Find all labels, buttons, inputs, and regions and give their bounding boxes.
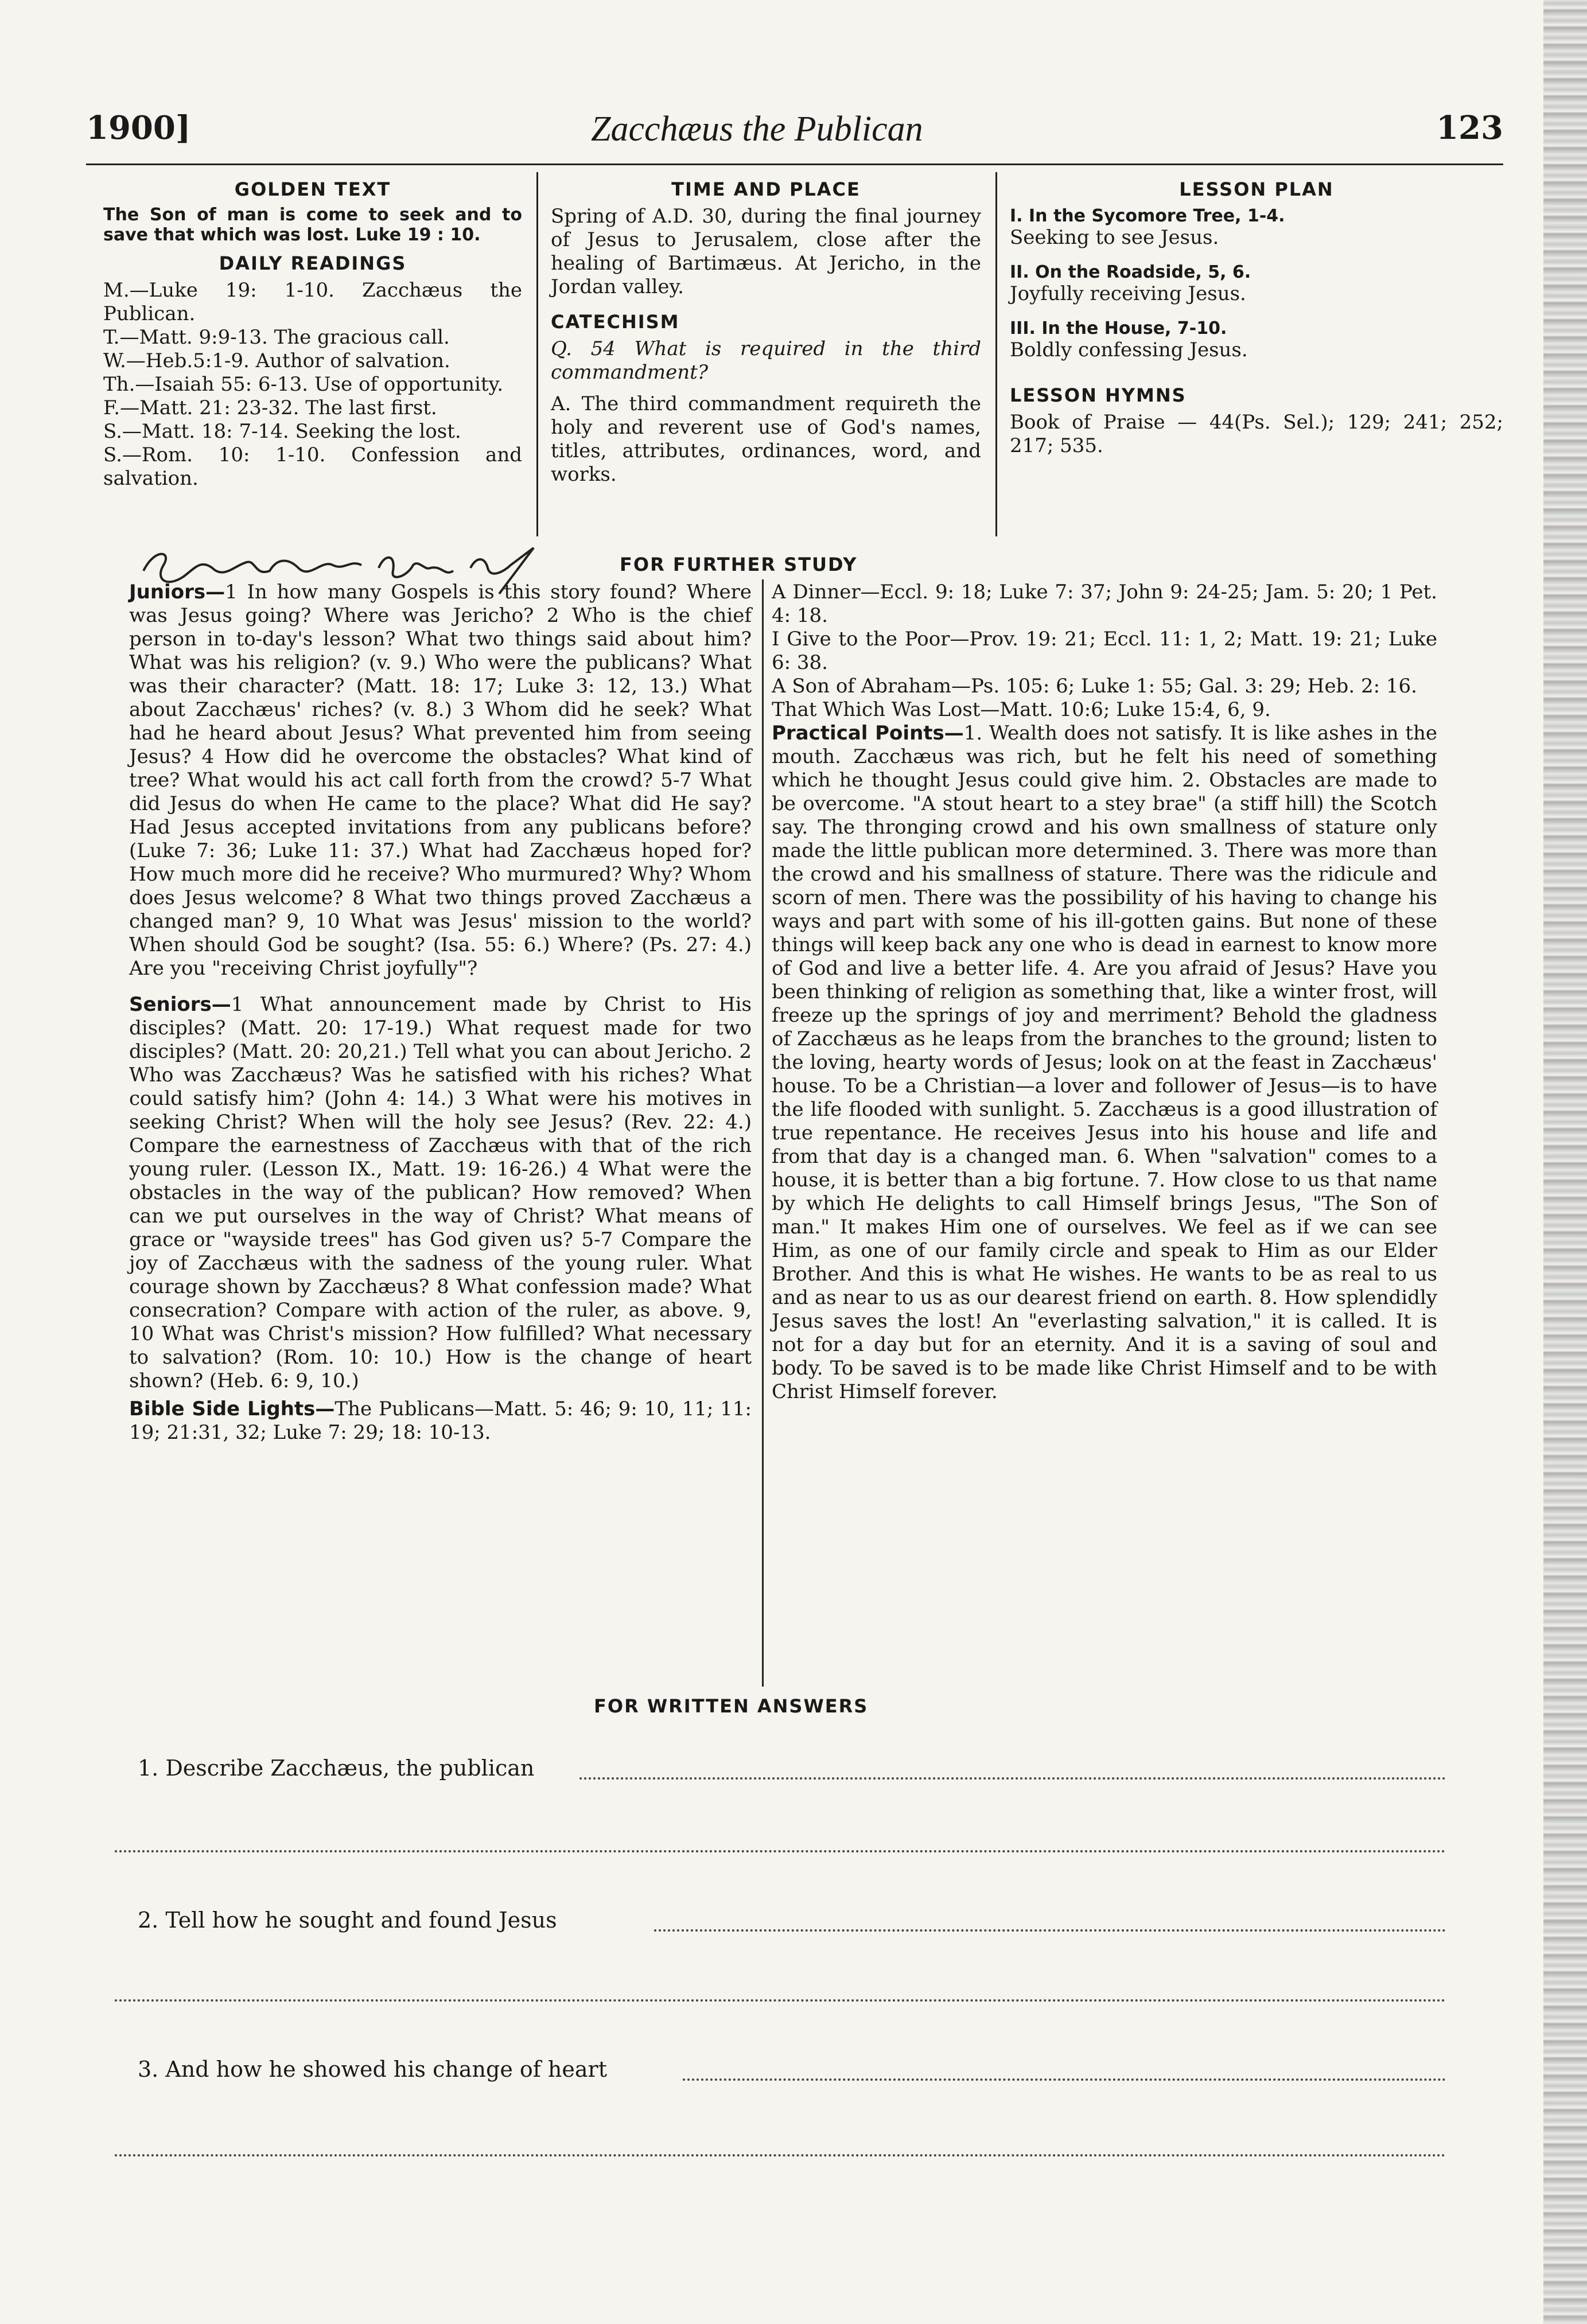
header-rule — [86, 164, 1503, 165]
catechism-question: Q. 54 What is required in the third commandment? — [551, 337, 981, 384]
answer-line[interactable] — [115, 1850, 1446, 1852]
list-item: F.—Matt. 21: 23-32. The last first. — [103, 396, 437, 419]
list-item: M.—Luke 19: 1-10. Zacchæus the Publican. — [103, 279, 522, 325]
reference-line: A Son of Abraham—Ps. 105: 6; Luke 1: 55; Gal. 3: 29; Heb. 2: 16. — [772, 675, 1417, 698]
answer-line[interactable] — [683, 2078, 1446, 2081]
header-year: 1900] — [86, 109, 191, 147]
lesson-plan-heading: LESSON PLAN — [1179, 178, 1334, 200]
list-item: S.—Rom. 10: 1-10. Confession and salvation. — [103, 443, 522, 490]
lesson-plan-item: I. In the Sycomore Tree, 1-4. — [1010, 206, 1285, 226]
list-item: W.—Heb.5:1-9. Author of salvation. — [103, 349, 450, 372]
golden-text: The Son of man is come to seek and to save that which was lost. Luke 19 : 10. — [103, 205, 522, 245]
bible-side-text: The Publicans—Matt. 5: 46; 9: 10, 11; 11: 19; 21:31, 32; Luke 7: 29; 18: 10-13. — [129, 1397, 752, 1444]
lesson-plan-sub: Boldly confessing Jesus. — [1010, 338, 1248, 361]
column-divider — [762, 579, 764, 1687]
seniors-text: 1 What announcement made by Christ to His disciples? (Matt. 20: 17-19.) What request made for two disciples? (Matt. 20: 20,21.) Tell what you can about Jericho. 2 Who was Zacchæus? Was he satisfied with his riches? What could satisfy him? (John 4: 14.) 3 What were his motives in seeking Christ? When will the holy see Jesus? (Rev. 22: 4.) Compare the earnestness of Zacchæus with that of the rich young ruler. (Lesson IX., Matt. 19: 16-26.) 4 What were the obstacles in the way of the publican? How removed? When can we put ourselves in the way of Christ? What means of grace or "wayside trees" has God given us? 5-7 Compare the joy of Zacchæus with the sadness of the young ruler. What courage shown by Zacchæus? 8 What confession made? What consecration? Compare with action of the ruler, as above. 9, 10 What was Christ's mission? How fulfilled? What necessary to salvation? (Rom. 10: 10.) How is the change of heart shown? (Heb. 6: 9, 10.) — [129, 993, 752, 1392]
list-item: T.—Matt. 9:9-13. The gracious call. — [103, 326, 450, 349]
golden-text-heading: GOLDEN TEXT — [234, 178, 391, 200]
reference-line: That Which Was Lost—Matt. 10:6; Luke 15:4, 6, 9. — [772, 698, 1271, 721]
column-divider — [536, 172, 538, 536]
seniors-label: Seniors— — [129, 993, 231, 1016]
lesson-plan-sub: Seeking to see Jesus. — [1010, 226, 1219, 249]
lesson-plan-section — [1010, 178, 1503, 458]
answer-line[interactable] — [115, 2154, 1446, 2156]
further-study-right — [772, 581, 1437, 1404]
juniors-label: Juniors— — [129, 581, 225, 604]
time-place-text: Spring of A.D. 30, during the final journey of Jesus to Jerusalem, close after the healing of Bartimæus. At Jericho, in the Jordan valley. — [551, 205, 981, 298]
time-place-heading: TIME AND PLACE — [671, 178, 861, 200]
written-question: 3. And how he showed his change of heart — [138, 2057, 607, 2082]
written-answers-heading: FOR WRITTEN ANSWERS — [594, 1695, 869, 1717]
answer-line[interactable] — [579, 1777, 1446, 1780]
answer-line[interactable] — [654, 1929, 1446, 1932]
lesson-plan-item: III. In the House, 7-10. — [1010, 318, 1227, 338]
daily-readings-list — [103, 279, 522, 491]
page-edge — [1543, 0, 1587, 2324]
bible-side-lights — [129, 1397, 752, 1445]
written-question: 2. Tell how he sought and found Jesus — [138, 1908, 557, 1933]
juniors-text: 1 In how many Gospels is this story found? Where was Jesus going? Where was Jericho? 2 Who is the chief person in to-day's lesson? What two things said about him? What was his religion? (v. 9.) Who were the publicans? What was their character? (Matt. 18: 17; Luke 3: 12, 13.) What about Zacchæus' riches? (v. 8.) 3 Whom did he seek? What had he heard about Jesus? What prevented him from seeing Jesus? 4 How did he overcome the obstacles? What kind of tree? What would his act call forth from the crowd? 5-7 What did Jesus do when He came to the place? What did He say? Had Jesus accepted invitations from any publicans before? (Luke 7: 36; Luke 11: 37.) What had Zacchæus hoped for? How much more did he receive? Who murmured? Why? Whom does Jesus welcome? 8 What two things proved Zacchæus a changed man? 9, 10 What was Jesus' mission to the world? When should God be sought? (Isa. 55: 6.) Where? (Ps. 27: 4.) Are you "receiving Christ joyfully"? — [129, 581, 752, 980]
seniors-section — [129, 993, 752, 1393]
list-item: S.—Matt. 18: 7-14. Seeking the lost. — [103, 420, 461, 443]
catechism-answer: A. The third commandment requireth the holy and reverent use of God's names, titles, attributes, ordinances, word, and works. — [551, 392, 981, 486]
practical-label: Practical Points— — [772, 722, 964, 745]
further-study-left — [129, 581, 752, 1445]
daily-readings-heading: DAILY READINGS — [219, 252, 407, 274]
reference-line: A Dinner—Eccl. 9: 18; Luke 7: 37; John 9: 24-25; Jam. 5: 20; 1 Pet. 4: 18. — [772, 581, 1437, 627]
header-title: Zacchæus the Publican — [591, 110, 923, 149]
juniors-section — [129, 581, 752, 980]
written-question: 1. Describe Zacchæus, the publican — [138, 1755, 535, 1781]
time-place-section — [551, 178, 981, 486]
lesson-hymns-heading: LESSON HYMNS — [1010, 384, 1187, 406]
lesson-hymns-text: Book of Praise — 44(Ps. Sel.); 129; 241; 252; 217; 535. — [1010, 411, 1503, 457]
practical-text: 1. Wealth does not satisfy. It is like ashes in the mouth. Zacchæus was rich, but he felt his need of something which he thought Jesus could give him. 2. Obstacles are made to be overcome. "A stout heart to a stey brae" (a stiff hill) the Scotch say. The thronging crowd and his own smallness of stature only made the little publican more determined. 3. There was more than the crowd and his smallness of stature. There was the ridicule and scorn of men. There was the possibility of his having to change his ways and part with some of his ill-gotten gains. But none of these things will keep back any one who is dead in earnest to know more of God and live a better life. 4. Are you afraid of Jesus? Have you been thinking of religion as something that, like a winter frost, will freeze up the springs of joy and merriment? Behold the gladness of Zacchæus as he leaps from the branches to the ground; listen to the loving, hearty words of Jesus; look on at the feast in Zacchæus' house. To be a Christian—a lover and follower of Jesus—is to have the life flooded with sunlight. 5. Zacchæus is a good illustration of true repentance. He receives Jesus into his house and life and from that day is a changed man. 6. When "salvation" comes to a house, it is better than a big fortune. 7. How close to us that name by which He delights to call Himself brings Jesus, "The Son of man." It makes Him one of ourselves. We feel as if we can see Him, as one of our family circle and speak to Him as our Elder Brother. And this is what He wishes. He wants to be as real to us and as near to us as our dearest friend on earth. 8. How splendidly Jesus saves the lost! An "everlasting salvation," it is called. It is not for a day but for an eternity. And it is a saving of soul and body. To be saved is to be made like Christ Himself and to be with Christ Himself forever. — [772, 722, 1437, 1403]
catechism-heading: CATECHISM — [551, 311, 680, 333]
answer-line[interactable] — [115, 1999, 1446, 2002]
golden-text-section — [103, 178, 522, 491]
further-study-heading: FOR FURTHER STUDY — [620, 554, 858, 575]
page-number: 123 — [1436, 109, 1503, 147]
practical-points — [772, 722, 1437, 1404]
bible-side-label: Bible Side Lights— — [129, 1397, 335, 1420]
reference-line: I Give to the Poor—Prov. 19: 21; Eccl. 11: 1, 2; Matt. 19: 21; Luke 6: 38. — [772, 628, 1437, 674]
list-item: Th.—Isaiah 55: 6-13. Use of opportunity. — [103, 373, 504, 396]
column-divider — [995, 172, 997, 536]
lesson-plan-sub: Joyfully receiving Jesus. — [1010, 282, 1246, 305]
lesson-plan-item: II. On the Roadside, 5, 6. — [1010, 262, 1251, 282]
page-header — [86, 109, 1503, 155]
